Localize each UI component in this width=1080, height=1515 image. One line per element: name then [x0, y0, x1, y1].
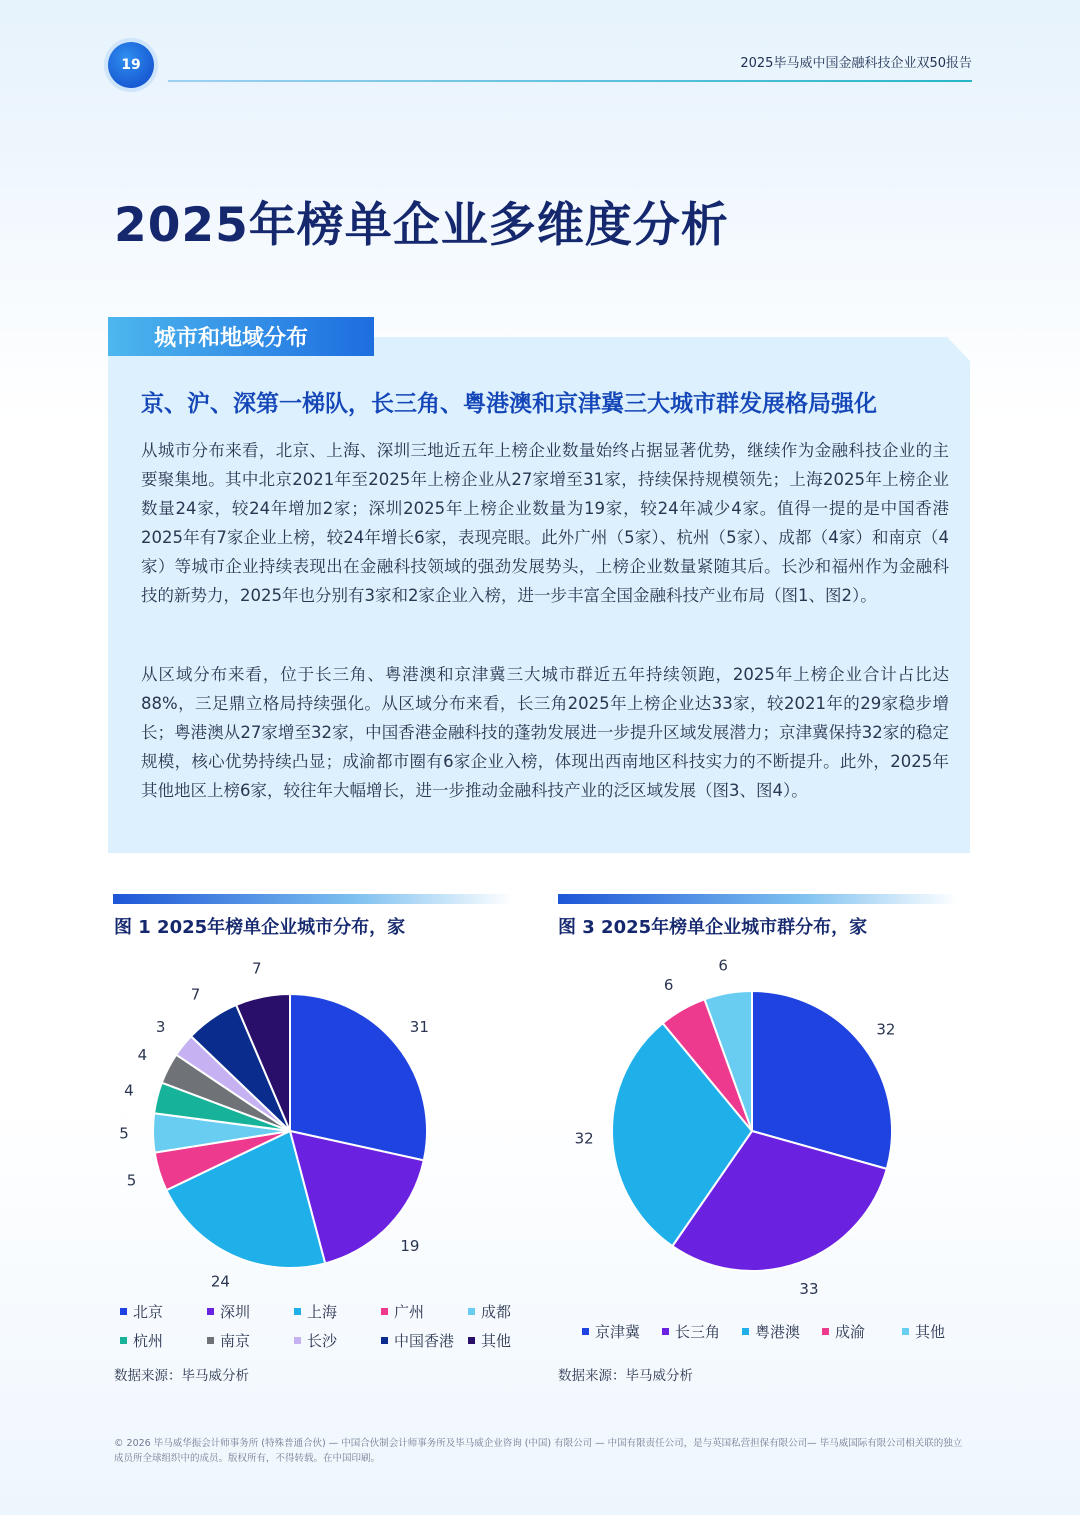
legend-swatch: [381, 1308, 388, 1315]
pie-label-3-4: 6: [718, 956, 728, 975]
legend-swatch: [662, 1328, 669, 1335]
legend-item-1-4: [468, 1301, 511, 1322]
figure-3-title: 图 3 2025年榜单企业城市群分布，家: [558, 917, 868, 938]
legend-item-3-1: [662, 1321, 720, 1342]
legend-swatch: [120, 1337, 127, 1344]
legend-label: 粤港澳: [755, 1323, 801, 1341]
page-number: 19: [121, 57, 141, 73]
legend-swatch: [207, 1308, 214, 1315]
pie-label-1-8: 7: [190, 985, 201, 1004]
legend-label: 成都: [481, 1303, 512, 1321]
legend-label: 杭州: [133, 1332, 164, 1350]
pie-label-3-3: 6: [663, 976, 674, 995]
legend-label: 成渝: [835, 1323, 866, 1341]
legend-label: 中国香港: [394, 1332, 455, 1350]
legend-item-1-9: [468, 1330, 511, 1351]
legend-swatch: [294, 1337, 301, 1344]
legend-label: 长三角: [675, 1323, 721, 1341]
city-pie-legend: [120, 1301, 555, 1359]
legend-swatch: [381, 1337, 388, 1344]
legend-item-1-6: [207, 1330, 250, 1351]
pie-label-1-2: 24: [210, 1272, 230, 1291]
pie-label-1-4: 5: [119, 1124, 129, 1143]
legend-label: 深圳: [220, 1303, 251, 1321]
header-rule: [168, 80, 972, 82]
region-pie-legend: [582, 1321, 982, 1350]
legend-label: 其他: [915, 1323, 946, 1341]
pie-label-1-9: 7: [251, 959, 262, 978]
section-subheading: 京、沪、深第一梯队，长三角、粤港澳和京津冀三大城市群发展格局强化: [141, 391, 877, 417]
legend-item-1-2: [294, 1301, 337, 1322]
legend-swatch: [294, 1308, 301, 1315]
legend-label: 其他: [481, 1332, 512, 1350]
legend-label: 上海: [307, 1303, 338, 1321]
legend-swatch: [207, 1337, 214, 1344]
figure-3-accent-bar: [558, 894, 958, 904]
legend-label: 广州: [394, 1303, 425, 1321]
legend-item-1-3: [381, 1301, 424, 1322]
legend-swatch: [468, 1337, 475, 1344]
paragraph-city: 从城市分布来看，北京、上海、深圳三地近五年上榜企业数量始终占据显著优势，继续作为金融科技企业的主要聚集地。其中北京2021年至2025年上榜企业从27家增至31家，持续保持规模领先；上海2025年上榜企业数量24家，较24年增加2家；深圳2025年上榜企业数量为19家，较24年减少4家。值得一提的是中国香港2025年有7家企业上榜，较24年增长6家，表现亮眼。此外广州（5家）、杭州（5家）、成都（4家）和南京（4家）等城市企业持续表现出在金融科技领域的强劲发展势头，上榜企业数量紧随其后。长沙和福州作为金融科技的新势力，2025年也分别有3家和2家企业入榜，进一步丰富全国金融科技产业布局（图1、图2）。: [141, 441, 949, 605]
pie-label-1-0: 31: [409, 1017, 429, 1036]
paragraph-region: 从区域分布来看，位于长三角、粤港澳和京津冀三大城市群近五年持续领跑，2025年上榜企业合计占比达88%，三足鼎立格局持续强化。从区域分布来看，长三角2025年上榜企业达33家，较2021年的29家稳步增长；粤港澳从27家增至32家，中国香港金融科技的蓬勃发展进一步提升区域发展潜力；京津冀保持32家的稳定规模，核心优势持续凸显；成渝都市圈有6家企业入榜，体现出西南地区科技实力的不断提升。此外，2025年其他地区上榜6家，较往年大幅增长，进一步推动金融科技产业的泛区域发展（图3、图4）。: [141, 665, 949, 800]
pie-label-3-2: 32: [574, 1129, 594, 1148]
figure-1-title: 图 1 2025年榜单企业城市分布，家: [114, 917, 406, 938]
pie-label-3-1: 33: [799, 1280, 819, 1299]
legend-label: 北京: [133, 1303, 164, 1321]
city-pie-chart: [110, 955, 490, 1295]
figure-1-source: 数据来源：毕马威分析: [114, 1368, 249, 1384]
legend-swatch: [822, 1328, 829, 1335]
running-title: 2025毕马威中国金融科技企业双50报告: [740, 56, 972, 71]
legend-swatch: [582, 1328, 589, 1335]
figure-3-source: 数据来源：毕马威分析: [558, 1368, 693, 1384]
legend-item-3-0: [582, 1321, 640, 1342]
legend-swatch: [742, 1328, 749, 1335]
legend-swatch: [468, 1308, 475, 1315]
figure-1-accent-bar: [113, 894, 513, 904]
legend-item-1-0: [120, 1301, 163, 1322]
legend-item-1-7: [294, 1330, 337, 1351]
legend-item-3-4: [902, 1321, 945, 1342]
section-tag-label: 城市和地域分布: [154, 326, 309, 351]
page-number-badge: [108, 42, 154, 88]
pie-label-1-5: 4: [124, 1081, 134, 1100]
legend-item-1-5: [120, 1330, 163, 1351]
legend-item-3-2: [742, 1321, 800, 1342]
page-title: 2025年榜单企业多维度分析: [114, 198, 729, 253]
pie-label-1-7: 3: [155, 1017, 166, 1036]
copyright-footer: © 2026 毕马威华振会计师事务所 (特殊普通合伙) — 中国合伙制会计师事务所及毕马威企业咨询 (中国) 有限公司 — 中国有限责任公司，是与英国私营担保有限公司— 毕马威国际有限公司相关联的独立成员所全球组织中的成员。版权所有，不得转载。在中国印刷。: [114, 1438, 963, 1464]
pie-label-1-3: 5: [126, 1171, 137, 1190]
legend-item-3-3: [822, 1321, 865, 1342]
legend-item-1-8: [381, 1330, 454, 1351]
legend-label: 京津冀: [595, 1323, 641, 1341]
section-tag: [108, 317, 374, 356]
legend-item-1-1: [207, 1301, 250, 1322]
pie-label-1-6: 4: [137, 1045, 148, 1064]
legend-swatch: [120, 1308, 127, 1315]
legend-label: 南京: [220, 1332, 251, 1350]
legend-label: 长沙: [307, 1332, 338, 1350]
legend-swatch: [902, 1328, 909, 1335]
pie-label-3-0: 32: [876, 1020, 896, 1039]
pie-label-1-1: 19: [400, 1236, 420, 1255]
region-pie-chart: [556, 955, 956, 1305]
